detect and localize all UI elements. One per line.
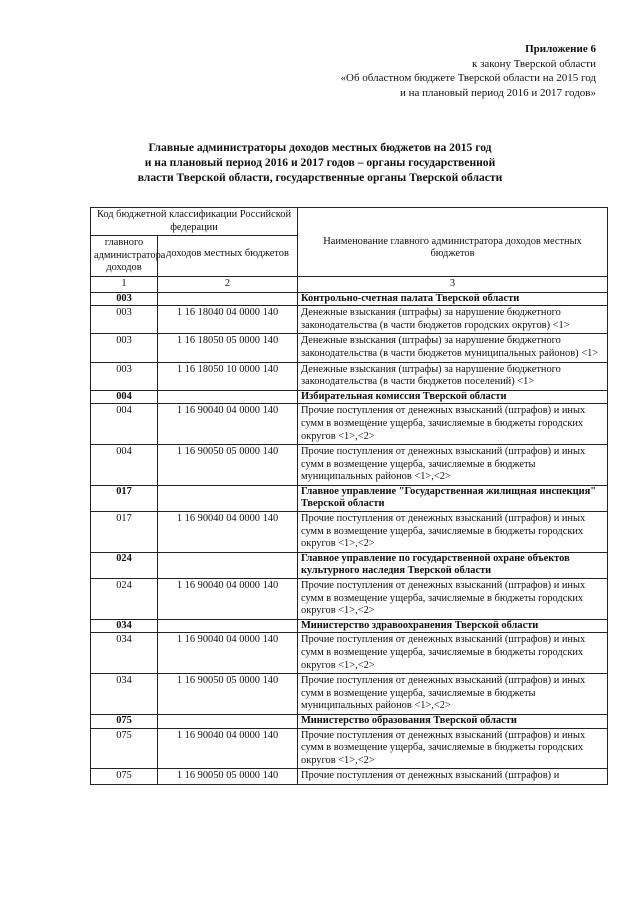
name-cell: Прочие поступления от денежных взысканий (штрафов) и иных сумм в возмещение ущерба, зачисляемые в бюджеты городских округов <1>,<2>: [298, 728, 608, 769]
document-title: [90, 140, 550, 185]
admin-code-cell: 003: [91, 306, 158, 334]
table-group-row: [91, 619, 608, 633]
admin-code-cell: 004: [91, 390, 158, 404]
table-group-row: [91, 714, 608, 728]
admin-code-cell: 003: [91, 292, 158, 306]
name-cell: Контрольно-счетная палата Тверской области: [298, 292, 608, 306]
header-admin: главного администратора доходов: [91, 236, 158, 277]
admin-code-cell: 004: [91, 445, 158, 486]
table-group-row: [91, 552, 608, 578]
title-line: Главные администраторы доходов местных бюджетов на 2015 год: [148, 141, 492, 154]
revenue-code-cell: 1 16 90040 04 0000 140: [158, 728, 298, 769]
name-cell: Прочие поступления от денежных взысканий (штрафов) и иных сумм в возмещение ущерба, зачисляемые в бюджеты городских округов <1>,<2>: [298, 512, 608, 553]
revenue-code-cell: 1 16 90050 05 0000 140: [158, 674, 298, 715]
column-number: 1: [91, 276, 158, 292]
appendix-line: и на плановый период 2016 и 2017 годов»: [399, 86, 596, 99]
table-group-row: [91, 390, 608, 404]
admin-code-cell: 024: [91, 552, 158, 578]
table-row: [91, 633, 608, 674]
admin-code-cell: 024: [91, 579, 158, 620]
table-row: [91, 306, 608, 334]
name-cell: Денежные взыскания (штрафы) за нарушение бюджетного законодательства (в части бюджетов муниципальных районов) <1>: [298, 334, 608, 362]
table-row: [91, 445, 608, 486]
name-cell: Главное управление "Государственная жилищная инспекция" Тверской области: [298, 485, 608, 511]
name-cell: Прочие поступления от денежных взысканий (штрафов) и иных сумм в возмещение ущерба, зачисляемые в бюджеты муниципальных районов <1>,<2>: [298, 674, 608, 715]
name-cell: Прочие поступления от денежных взысканий (штрафов) и иных сумм в возмещение ущерба, зачисляемые в бюджеты муниципальных районов <1>,<2>: [298, 445, 608, 486]
title-line: власти Тверской области, государственные органы Тверской области: [137, 171, 503, 184]
column-number: 3: [298, 276, 608, 292]
revenue-code-cell: 1 16 18040 04 0000 140: [158, 306, 298, 334]
admin-code-cell: 003: [91, 362, 158, 390]
admin-code-cell: 003: [91, 334, 158, 362]
name-cell: Избирательная комиссия Тверской области: [298, 390, 608, 404]
name-cell: Министерство образования Тверской области: [298, 714, 608, 728]
revenue-code-cell: [158, 552, 298, 578]
table-row: [91, 579, 608, 620]
admin-code-cell: 004: [91, 404, 158, 445]
name-cell: Главное управление по государственной охране объектов культурного наследия Тверской области: [298, 552, 608, 578]
appendix-line: к закону Тверской области: [471, 57, 596, 70]
header-name: Наименование главного администратора доходов местных бюджетов: [298, 208, 608, 277]
name-cell: Прочие поступления от денежных взысканий (штрафов) и иных сумм в возмещение ущерба, зачисляемые в бюджеты городских округов <1>,<2>: [298, 404, 608, 445]
admin-code-cell: 075: [91, 769, 158, 785]
table-row: [91, 674, 608, 715]
table-row: [91, 334, 608, 362]
table-row: [91, 512, 608, 553]
admin-code-cell: 034: [91, 674, 158, 715]
appendix-line: «Об областном бюджете Тверской области на 2015 год: [340, 72, 596, 84]
table-row: [91, 404, 608, 445]
admin-code-cell: 034: [91, 633, 158, 674]
name-cell: Прочие поступления от денежных взысканий (штрафов) и иных сумм в возмещение ущерба, зачисляемые в бюджеты городских округов <1>,<2>: [298, 633, 608, 674]
column-number: 2: [158, 276, 298, 292]
revenue-code-cell: [158, 485, 298, 511]
name-cell: Прочие поступления от денежных взысканий (штрафов) и иных сумм в возмещение ущерба, зачисляемые в бюджеты городских округов <1>,<2>: [298, 579, 608, 620]
revenue-code-cell: [158, 714, 298, 728]
admin-code-cell: 075: [91, 714, 158, 728]
table-row: [91, 362, 608, 390]
revenue-code-cell: 1 16 90040 04 0000 140: [158, 579, 298, 620]
admin-code-cell: 034: [91, 619, 158, 633]
table-group-row: [91, 485, 608, 511]
revenue-code-cell: 1 16 90040 04 0000 140: [158, 512, 298, 553]
table-row: [91, 769, 608, 785]
name-cell: Денежные взыскания (штрафы) за нарушение бюджетного законодательства (в части бюджетов городских округов) <1>: [298, 306, 608, 334]
table-group-row: [91, 292, 608, 306]
name-cell: Министерство здравоохранения Тверской области: [298, 619, 608, 633]
appendix-block: [341, 42, 597, 100]
revenue-code-cell: 1 16 90040 04 0000 140: [158, 404, 298, 445]
revenue-code-cell: 1 16 90050 05 0000 140: [158, 445, 298, 486]
admin-code-cell: 075: [91, 728, 158, 769]
admin-code-cell: 017: [91, 512, 158, 553]
revenue-code-cell: [158, 619, 298, 633]
revenue-code-cell: [158, 292, 298, 306]
header-revenue: доходов местных бюджетов: [158, 236, 298, 277]
revenue-code-cell: [158, 390, 298, 404]
header-kbk: Код бюджетной классификации Российской федерации: [91, 208, 298, 236]
title-line: и на плановый период 2016 и 2017 годов – органы государственной: [144, 156, 496, 169]
revenue-code-cell: 1 16 90040 04 0000 140: [158, 633, 298, 674]
table-body: [91, 292, 608, 784]
revenue-code-cell: 1 16 90050 05 0000 140: [158, 769, 298, 785]
appendix-title: Приложение 6: [525, 43, 596, 55]
table-row: [91, 728, 608, 769]
name-cell: Денежные взыскания (штрафы) за нарушение бюджетного законодательства (в части бюджетов поселений) <1>: [298, 362, 608, 390]
administrators-table: [90, 207, 608, 785]
name-cell: Прочие поступления от денежных взысканий (штрафов) и: [298, 769, 608, 785]
admin-code-cell: 017: [91, 485, 158, 511]
revenue-code-cell: 1 16 18050 05 0000 140: [158, 334, 298, 362]
revenue-code-cell: 1 16 18050 10 0000 140: [158, 362, 298, 390]
